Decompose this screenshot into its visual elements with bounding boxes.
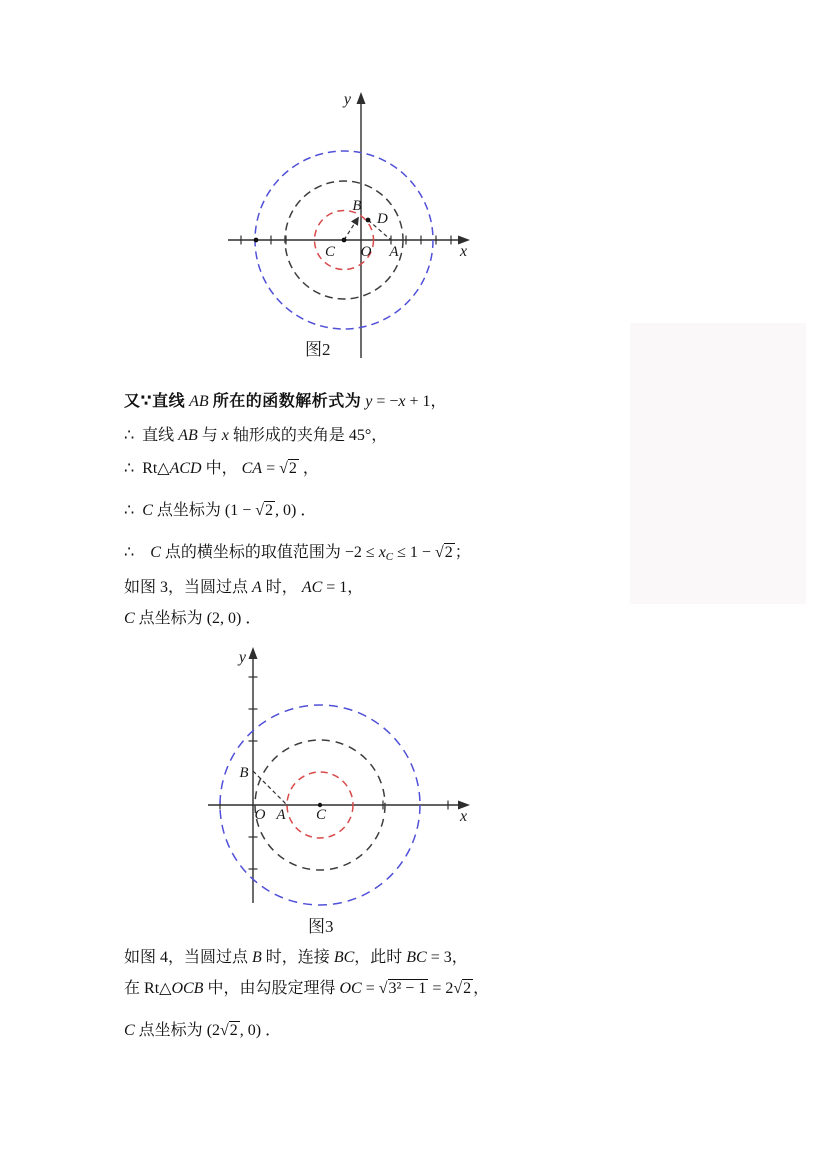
solution-line-2: ∴ 直线 AB 与 x 轴形成的夹角是 45°， <box>124 427 388 444</box>
label-point-c: C <box>315 807 327 823</box>
figure3-caption: 图3 <box>308 917 334 936</box>
solution-line-8: 如图 4，当圆过点 B 时，连接 BC，此时 BC = 3， <box>124 949 468 966</box>
figure2-caption: 图2 <box>305 340 331 359</box>
label-point-d: D <box>377 211 388 227</box>
label-y-axis: y <box>238 649 246 666</box>
label-point-b: B <box>239 765 249 781</box>
label-point-c: C <box>324 244 336 260</box>
solution-line-4: ∴ C 点坐标为 (1 − √2 , 0) ． <box>124 502 317 519</box>
solution-line-10: C 点坐标为 (2√2 , 0) ． <box>124 1022 282 1039</box>
segment-c-to-b <box>344 218 358 240</box>
y-axis-arrow-icon <box>357 92 366 104</box>
label-point-a: A <box>389 244 399 260</box>
label-x-axis: x <box>460 808 468 825</box>
solution-line-3: ∴ Rt△ACD 中， CA = √2 ， <box>124 460 319 477</box>
label-y-axis: y <box>343 91 351 108</box>
figure2-diagram <box>220 85 480 375</box>
point-dot-d <box>366 218 371 223</box>
label-origin-o: O <box>254 807 266 823</box>
figure3-diagram <box>180 640 480 940</box>
solution-line-9: 在 Rt△OCB 中，由勾股定理得 OC = √3² − 1 = 2√2 ， <box>124 980 490 997</box>
y-axis-arrow-icon <box>249 647 258 659</box>
point-dot-left-intersection <box>254 238 259 243</box>
label-x-axis: x <box>460 243 468 260</box>
solution-line-7: C 点坐标为 (2, 0) ． <box>124 610 262 627</box>
label-point-a: A <box>276 807 286 823</box>
figure3-canvas <box>180 640 480 940</box>
segment-b-to-a <box>253 771 287 805</box>
label-origin-o: O <box>360 244 372 260</box>
figure2-canvas <box>220 85 480 375</box>
solution-line-1: 又∵直线 AB 所在的函数解析式为 y = −x + 1， <box>124 393 447 410</box>
highlight-box <box>630 323 806 604</box>
label-point-b: B <box>352 198 362 214</box>
solution-line-5: ∴ C 点的横坐标的取值范围为 $-2 \le x_C \le 1 - √2$ ； <box>124 544 471 563</box>
solution-line-6: 如图 3，当圆过点 A 时， AC = 1， <box>124 579 364 596</box>
point-dot-c <box>342 238 347 243</box>
